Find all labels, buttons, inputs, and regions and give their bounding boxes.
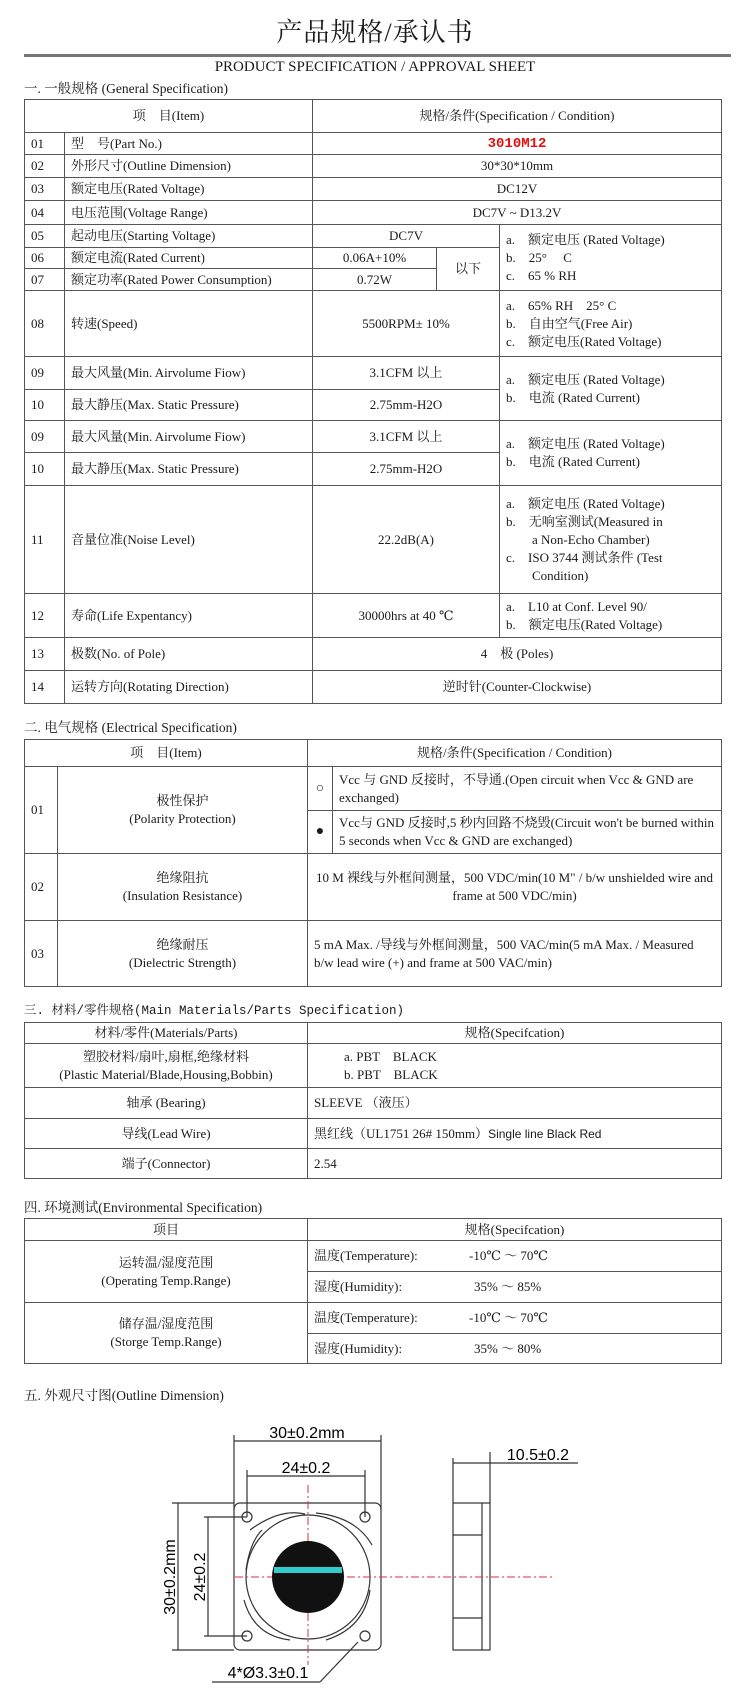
condition-line: a. 额定电压 (Rated Voltage) (506, 436, 665, 451)
item-en: (Operating Temp.Range) (101, 1272, 231, 1288)
part-number: 3010M12 (313, 133, 722, 155)
row-part: 端子(Connector) (25, 1149, 308, 1179)
condition-line: a. L10 at Conf. Level 90/ (506, 598, 647, 614)
conditions (500, 225, 722, 291)
table-row (25, 201, 722, 225)
row-value: 4 极 (Poles) (313, 638, 722, 671)
height-dimension: 30±0.2mm (162, 1539, 179, 1615)
document-title: 产品规格/承认书 (276, 18, 474, 47)
row-value: DC7V (313, 225, 500, 248)
depth-dimension: 10.5±0.2 (506, 1447, 570, 1464)
row-value: 5500RPM± 10% (313, 291, 500, 357)
condition-line: c. ISO 3744 测试条件 (Test (506, 549, 663, 565)
electrical-spec-table (24, 739, 722, 987)
row-value: 30000hrs at 40 ℃ (313, 594, 500, 638)
row-no: 14 (25, 671, 65, 704)
row-item: 额定功率(Rated Power Consumption) (65, 269, 313, 291)
item-cn: 储存温/湿度范围 (118, 1316, 214, 1331)
condition-line: a. 65% RH 25° C (506, 297, 617, 313)
row-spec: 2.54 (308, 1149, 722, 1179)
row-no: 05 (25, 225, 65, 248)
row-no: 10 (25, 453, 65, 486)
row-item: 音量位准(Noise Level) (65, 486, 313, 594)
row-spec (308, 1334, 722, 1364)
conditions (500, 291, 722, 357)
row-item (25, 1303, 308, 1364)
table-row (25, 291, 722, 357)
row-item: 外形尺寸(Outline Dimension) (65, 155, 313, 178)
section-materials-heading: 三. 材料/零件规格(Main Materials/Parts Specification) (24, 1004, 405, 1018)
width-dimension: 30±0.2mm (269, 1425, 345, 1442)
hole-spacing-dimension: 24±0.2 (281, 1460, 331, 1477)
col-item: 项 目(Item) (25, 100, 313, 133)
row-item: 运转方向(Rotating Direction) (65, 671, 313, 704)
row-no: 09 (25, 421, 65, 453)
col-spec: 规格/条件(Specification / Condition) (308, 740, 722, 767)
row-item: 最大风量(Min. Airvolume Fiow) (65, 357, 313, 390)
row-no: 03 (25, 921, 58, 987)
section-general-heading: 一. 一般规格 (General Specification) (24, 81, 228, 96)
general-spec-table (24, 99, 722, 704)
col-part: 材料/零件(Materials/Parts) (25, 1023, 308, 1044)
table-row (25, 486, 722, 594)
temp-range: -10℃ ～ 70℃ (469, 1248, 548, 1263)
row-no: 13 (25, 638, 65, 671)
row-item: 寿命(Life Expentancy) (65, 594, 313, 638)
table-row (25, 225, 722, 248)
row-spec (308, 1241, 722, 1272)
condition-line: b. 无响室测试(Measured in (506, 513, 663, 529)
spec-line: a. PBT BLACK (344, 1048, 437, 1064)
row-no: 01 (25, 767, 58, 854)
col-item: 项目 (25, 1219, 308, 1241)
row-item: 型 号(Part No.) (65, 133, 313, 155)
row-spec (308, 1119, 722, 1149)
item-cn: 绝缘阻抗 (156, 870, 209, 885)
row-no: 01 (25, 133, 65, 155)
row-no: 02 (25, 155, 65, 178)
humidity-label: 湿度(Humidity): (314, 1340, 403, 1356)
row-item (58, 767, 308, 854)
row-no: 06 (25, 248, 65, 269)
table-row (25, 1303, 722, 1334)
row-spec (308, 1044, 722, 1088)
document-subtitle: PRODUCT SPECIFICATION / APPROVAL SHEET (214, 59, 536, 75)
condition-line: c. 额定电压(Rated Voltage) (506, 333, 662, 349)
row-no: 02 (25, 854, 58, 921)
row-no: 09 (25, 357, 65, 390)
col-item: 项 目(Item) (25, 740, 308, 767)
condition-line: c. 65 % RH (506, 267, 577, 283)
row-value: 2.75mm-H2O (313, 390, 500, 421)
row-value: DC12V (313, 178, 722, 201)
part-cn: 塑胶材料/扇叶,扇框,绝缘材料 (82, 1048, 250, 1064)
open-circle-icon: ○ (308, 767, 333, 811)
temp-label: 温度(Temperature): (314, 1248, 418, 1263)
table-row (25, 854, 722, 921)
hole-spacing-v-dimension: 24±0.2 (192, 1552, 209, 1602)
row-no: 03 (25, 178, 65, 201)
table-row (25, 1088, 722, 1119)
table-row (25, 594, 722, 638)
table-row (25, 178, 722, 201)
row-item: 额定电压(Rated Voltage) (65, 178, 313, 201)
conditions (500, 594, 722, 638)
row-spec (308, 1272, 722, 1303)
environment-table (24, 1218, 722, 1364)
table-row (25, 357, 722, 390)
row-value: 0.06A+10% (313, 248, 437, 269)
condition-line: a. 额定电压 (Rated Voltage) (506, 495, 665, 511)
humidity-label: 湿度(Humidity): (314, 1279, 403, 1294)
condition-line: b. 25° C (506, 249, 572, 265)
row-item: 额定电流(Rated Current) (65, 248, 313, 269)
humidity-range: 35% ～ 85% (474, 1279, 542, 1294)
below-label: 以下 (437, 248, 500, 291)
row-item (58, 854, 308, 921)
humidity-range: 35% ～ 80% (474, 1340, 542, 1356)
filled-circle-icon: ● (308, 811, 333, 854)
spec-text: Vcc与 GND 反接时,5 秒内回路不烧毁(Circuit won't be burned within 5 seconds when Vcc & GND are exchanged) (333, 811, 722, 854)
row-spec: SLEEVE （液压） (308, 1088, 722, 1119)
hole-diameter-dimension: 4*Ø3.3±0.1 (227, 1665, 309, 1682)
condition-line: a. 额定电压 (Rated Voltage) (506, 371, 665, 387)
spec-cn: 黑红线（UL1751 26# 150mm） (314, 1125, 489, 1141)
item-en: (Storge Temp.Range) (110, 1334, 222, 1349)
col-spec: 规格(Specifcation) (308, 1023, 722, 1044)
table-row (25, 767, 722, 811)
condition-line: b. 自由空气(Free Air) (506, 315, 633, 331)
col-spec: 规格(Specifcation) (308, 1219, 722, 1241)
col-spec: 规格/条件(Specification / Condition) (313, 100, 722, 133)
row-item: 起动电压(Starting Voltage) (65, 225, 313, 248)
temp-range: -10℃ ～ 70℃ (469, 1310, 548, 1325)
spec-text: 10 M 裸线与外框间测量，500 VDC/min(10 M" / b/w unshielded wire and frame at 500 VDC/min) (308, 854, 722, 921)
row-value: 3.1CFM 以上 (313, 357, 500, 390)
condition-line: Condition) (532, 567, 589, 583)
row-value: 3.1CFM 以上 (313, 421, 500, 453)
row-value: 2.75mm-H2O (313, 453, 500, 486)
materials-table (24, 1022, 722, 1179)
row-item: 最大风量(Min. Airvolume Fiow) (65, 421, 313, 453)
section-outline-heading: 五. 外观尺寸图(Outline Dimension) (24, 1388, 224, 1403)
table-row (25, 1044, 722, 1088)
table-row (25, 1119, 722, 1149)
table-row (25, 1241, 722, 1272)
row-item: 最大静压(Max. Static Pressure) (65, 390, 313, 421)
item-cn: 极性保护 (156, 793, 209, 808)
row-item (58, 921, 308, 987)
outline-drawing (0, 1380, 750, 1707)
conditions (500, 357, 722, 421)
item-en: (Dielectric Strength) (128, 954, 237, 970)
spec-text: Vcc 与 GND 反接时，不导通.(Open circuit when Vcc & GND are exchanged) (333, 767, 722, 811)
item-cn: 绝缘耐压 (156, 936, 209, 952)
condition-line: b. 额定电压(Rated Voltage) (506, 616, 663, 632)
conditions (500, 486, 722, 594)
table-row (25, 1149, 722, 1179)
hub-label-stripe (274, 1567, 342, 1573)
spec-en: Single line Black Red (488, 1126, 602, 1141)
table-row (25, 921, 722, 987)
table-row (25, 421, 722, 453)
row-item: 最大静压(Max. Static Pressure) (65, 453, 313, 486)
condition-line: b. 电流 (Rated Current) (506, 389, 640, 405)
spec-text: 5 mA Max. /导线与外框间测量，500 VAC/min(5 mA Max. / Measured b/w lead wire (+) and frame at 500 VAC/min) (308, 921, 722, 987)
row-item: 极数(No. of Pole) (65, 638, 313, 671)
row-no: 08 (25, 291, 65, 357)
title-divider (24, 54, 731, 57)
row-value: 0.72W (313, 269, 437, 291)
row-item: 电压范围(Voltage Range) (65, 201, 313, 225)
row-no: 07 (25, 269, 65, 291)
row-part (25, 1044, 308, 1088)
row-part: 轴承 (Bearing) (25, 1088, 308, 1119)
section-environment-heading: 四. 环境测试(Environmental Specification) (24, 1200, 263, 1215)
row-value: DC7V ~ D13.2V (313, 201, 722, 225)
conditions (500, 421, 722, 486)
row-value: 30*30*10mm (313, 155, 722, 178)
row-no: 11 (25, 486, 65, 594)
table-row (25, 133, 722, 155)
item-en: (Insulation Resistance) (122, 888, 243, 903)
row-spec (308, 1303, 722, 1334)
row-item: 转速(Speed) (65, 291, 313, 357)
table-row (25, 638, 722, 671)
row-value: 22.2dB(A) (313, 486, 500, 594)
table-row (25, 671, 722, 704)
item-en: (Polarity Protection) (129, 811, 236, 826)
condition-line: a. 额定电压 (Rated Voltage) (506, 231, 665, 247)
section-electrical-heading: 二. 电气规格 (Electrical Specification) (24, 720, 237, 735)
spec-line: b. PBT BLACK (344, 1066, 438, 1082)
row-part: 导线(Lead Wire) (25, 1119, 308, 1149)
condition-line: b. 电流 (Rated Current) (506, 454, 640, 469)
row-no: 04 (25, 201, 65, 225)
condition-line: a Non-Echo Chamber) (532, 531, 650, 547)
row-no: 12 (25, 594, 65, 638)
temp-label: 温度(Temperature): (314, 1310, 418, 1325)
row-value: 逆时针(Counter-Clockwise) (313, 671, 722, 704)
fan-hub-label (272, 1541, 344, 1613)
part-en: (Plastic Material/Blade,Housing,Bobbin) (59, 1066, 273, 1082)
row-no: 10 (25, 390, 65, 421)
item-cn: 运转温/湿度范围 (118, 1254, 214, 1270)
table-row (25, 155, 722, 178)
row-item (25, 1241, 308, 1303)
